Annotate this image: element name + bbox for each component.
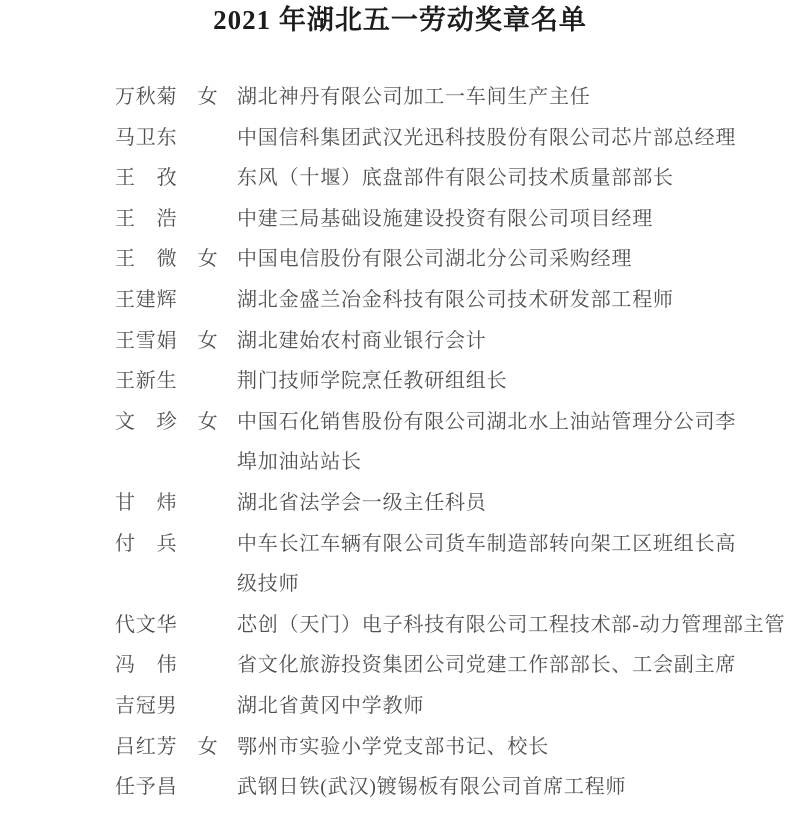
person-gender: 女 — [197, 86, 219, 108]
person-name: 王建辉 — [115, 288, 178, 311]
award-entry — [0, 118, 800, 159]
person-gender: 女 — [197, 248, 219, 271]
person-gender: 女 — [197, 329, 219, 352]
person-position — [237, 118, 762, 159]
person-position — [237, 361, 762, 402]
award-entry — [0, 361, 800, 402]
position-line: 中国电信股份有限公司湖北分公司采购经理 — [237, 248, 633, 271]
award-entry — [0, 77, 800, 118]
person-position — [237, 727, 762, 768]
position-line: 省文化旅游投资集团公司党建工作部部长、工会副主席 — [237, 654, 737, 677]
person-name: 王 浩 — [115, 207, 178, 230]
person-position — [237, 645, 762, 686]
person-name: 任予昌 — [115, 776, 178, 799]
award-entry — [0, 321, 800, 362]
person-name: 吉冠男 — [115, 694, 178, 717]
person-name: 文 珍 — [115, 410, 178, 433]
person-position — [237, 239, 762, 280]
position-line: 东风（十堰）底盘部件有限公司技术质量部部长 — [237, 167, 674, 190]
award-entry — [0, 727, 800, 768]
person-position — [237, 199, 762, 240]
award-entry — [0, 767, 800, 808]
person-name: 冯 伟 — [115, 654, 178, 677]
person-position — [237, 524, 762, 605]
position-line: 埠加油站站长 — [237, 451, 362, 474]
person-name: 吕红芳 — [115, 735, 178, 758]
position-line: 中国石化销售股份有限公司湖北水上油站管理分公司李 — [237, 410, 737, 433]
position-line: 芯创（天门）电子科技有限公司工程技术部-动力管理部主管 — [237, 613, 786, 636]
person-position — [237, 402, 762, 483]
award-entry — [0, 483, 800, 524]
position-line: 湖北金盛兰冶金科技有限公司技术研发部工程师 — [237, 288, 674, 311]
person-gender: 女 — [197, 735, 219, 758]
person-name: 付 兵 — [115, 532, 178, 555]
position-line: 荆门技师学院烹任教研组组长 — [237, 370, 508, 393]
award-entry — [0, 645, 800, 686]
person-position — [237, 321, 762, 362]
person-name: 马卫东 — [115, 126, 178, 149]
position-line: 级技师 — [237, 573, 300, 596]
position-line: 中国信科集团武汉光迅科技股份有限公司芯片部总经理 — [237, 126, 737, 149]
person-position — [237, 77, 762, 118]
position-line: 湖北神丹有限公司加工一车间生产主任 — [237, 86, 591, 108]
position-line: 湖北省黄冈中学教师 — [237, 694, 425, 717]
person-position — [237, 605, 786, 646]
person-gender: 女 — [197, 410, 219, 433]
award-entry — [0, 239, 800, 280]
person-position — [237, 280, 762, 321]
award-entry — [0, 280, 800, 321]
award-entry — [0, 686, 800, 727]
person-name: 王新生 — [115, 370, 178, 393]
person-name: 王 孜 — [115, 167, 178, 190]
position-line: 武钢日铁(武汉)镀锡板有限公司首席工程师 — [237, 776, 627, 799]
position-line: 中建三局基础设施建设投资有限公司项目经理 — [237, 207, 653, 230]
award-entry — [0, 402, 800, 483]
person-position — [237, 686, 762, 727]
position-line: 湖北省法学会一级主任科员 — [237, 491, 487, 514]
award-entry — [0, 158, 800, 199]
person-name: 代文华 — [115, 613, 178, 636]
person-position — [237, 767, 762, 808]
award-entry — [0, 605, 800, 646]
position-line: 鄂州市实验小学党支部书记、校长 — [237, 735, 549, 758]
page-title: 2021 年湖北五一劳动奖章名单 — [213, 5, 587, 35]
person-name: 甘 炜 — [115, 491, 178, 514]
position-line: 湖北建始农村商业银行会计 — [237, 329, 487, 352]
person-position — [237, 483, 762, 524]
award-entry — [0, 524, 800, 605]
position-line: 中车长江车辆有限公司货车制造部转向架工区班组长高 — [237, 532, 737, 555]
person-name: 万秋菊 — [115, 86, 178, 108]
person-name: 王雪娟 — [115, 329, 178, 352]
award-list — [0, 77, 800, 808]
person-name: 王 微 — [115, 248, 178, 271]
person-position — [237, 158, 762, 199]
award-entry — [0, 199, 800, 240]
